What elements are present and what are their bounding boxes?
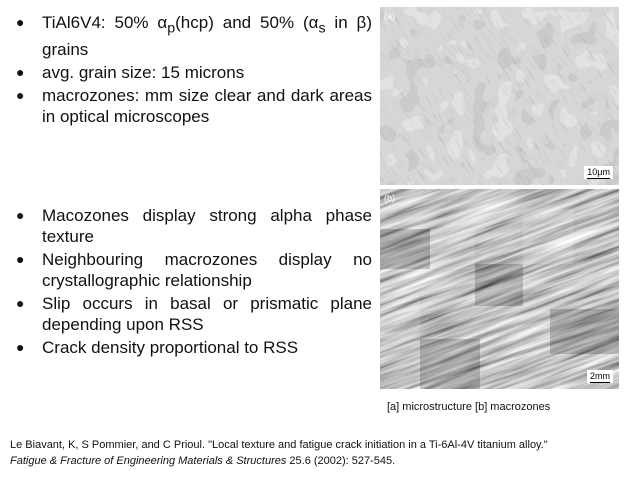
bottom-bullet-list — [10, 205, 372, 360]
bullet-texture — [10, 205, 372, 247]
image-a-scale-text: 10μm — [587, 167, 610, 177]
bullet-dot: ● — [16, 251, 25, 267]
grain-size-text: avg. grain size: 15 microns — [42, 63, 245, 83]
image-b-label: (b) — [384, 193, 395, 203]
image-a-label: (a) — [384, 11, 395, 21]
bullet-macrozones — [10, 85, 372, 127]
citation-details: 25.6 (2002): 527-545. — [286, 455, 396, 467]
figure-caption: [a] microstructure [b] macrozones — [387, 401, 551, 413]
bullet-dot: ● — [16, 87, 25, 104]
bullet-dot: ● — [16, 64, 25, 81]
microstructure-texture — [380, 7, 619, 185]
bullet-dot: ● — [16, 339, 25, 355]
slip-text: Slip occurs in basal or prismatic plane depending upon RSS — [42, 294, 372, 334]
bullet-dot: ● — [16, 295, 25, 311]
microstructure-image — [380, 7, 619, 185]
crack-density-text: Crack density proportional to RSS — [42, 338, 299, 357]
top-bullet-list — [10, 12, 372, 129]
citation-authors-title: Le Biavant, K, S Pommier, and C Prioul. "Local texture and fatigue crack initiation in a Ti-6Al-4V titanium alloy." — [10, 439, 548, 451]
bullet-alloy-composition — [10, 12, 372, 60]
relationship-text: Neighbouring macrozones display no crystallographic relationship — [42, 250, 372, 290]
bullet-relationship — [10, 249, 372, 291]
citation — [10, 437, 630, 469]
composition-text-mid: (hcp) and 50% (α — [175, 13, 319, 32]
composition-text-end: in β) grains — [42, 13, 372, 60]
image-b-scale-line — [590, 382, 610, 383]
macrozones-text: macrozones: mm size clear and dark areas in optical microscopes — [42, 86, 372, 127]
alpha-s-subscript: s — [318, 20, 326, 37]
bullet-grain-size — [10, 62, 372, 83]
bullet-dot: ● — [16, 207, 25, 223]
macrozones-texture — [380, 189, 619, 389]
citation-journal: Fatigue & Fracture of Engineering Materials & Structures — [10, 455, 287, 467]
composition-text-start: TiAl6V4: 50% α — [42, 13, 168, 32]
image-b-scale-bar — [587, 370, 613, 383]
bullet-slip — [10, 293, 372, 335]
image-a-scale-bar — [584, 166, 613, 179]
alpha-p-subscript: p — [167, 20, 176, 37]
image-a-scale-line — [587, 178, 610, 179]
bullet-crack-density — [10, 337, 372, 358]
macrozones-image — [380, 189, 619, 389]
bullet-dot: ● — [16, 14, 25, 30]
texture-text: Macozones display strong alpha phase texture — [42, 206, 372, 246]
image-b-scale-text: 2mm — [590, 371, 610, 381]
